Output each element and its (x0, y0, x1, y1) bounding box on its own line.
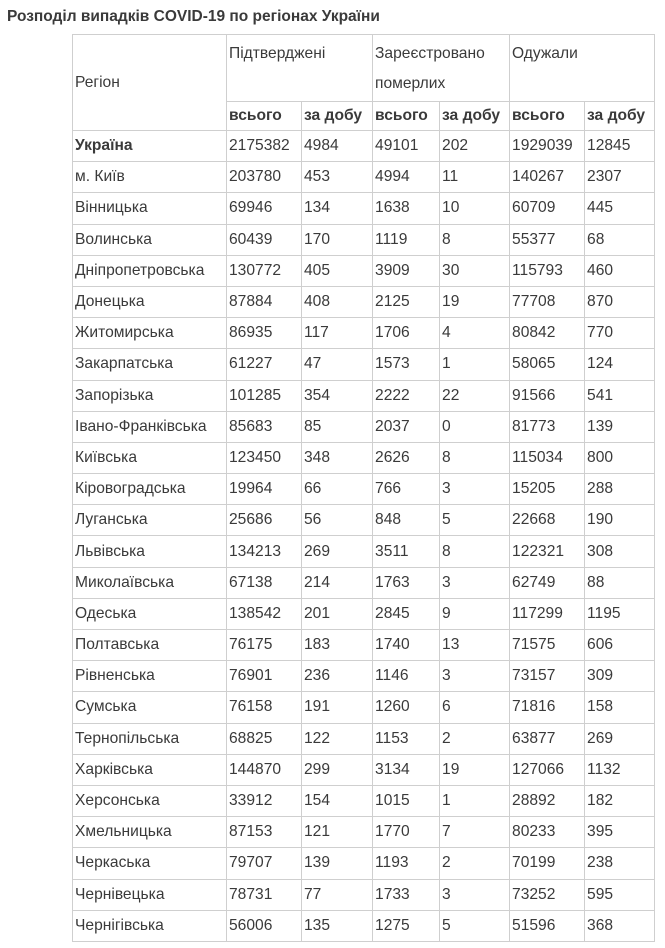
deaths-total-cell: 3134 (373, 754, 440, 785)
header-confirmed: Підтверджені (227, 35, 373, 102)
confirmed-per-day-cell: 354 (302, 380, 373, 411)
deaths-total-cell: 1146 (373, 661, 440, 692)
confirmed-total-cell: 76175 (227, 630, 302, 661)
region-name-cell: Чернігівська (73, 910, 227, 941)
table-row (73, 318, 655, 349)
recovered-total-cell: 122321 (510, 536, 585, 567)
confirmed-per-day-cell: 66 (302, 474, 373, 505)
region-name-cell: Житомирська (73, 318, 227, 349)
confirmed-per-day-cell: 170 (302, 224, 373, 255)
deaths-per-day-cell: 1 (440, 785, 510, 816)
confirmed-per-day-cell: 299 (302, 754, 373, 785)
confirmed-total-cell: 130772 (227, 255, 302, 286)
table-row (73, 505, 655, 536)
deaths-total-cell: 2222 (373, 380, 440, 411)
region-name-cell: Київська (73, 442, 227, 473)
table-row (73, 536, 655, 567)
region-name-cell: Херсонська (73, 785, 227, 816)
deaths-per-day-cell: 8 (440, 224, 510, 255)
recovered-per-day-cell: 1195 (585, 598, 655, 629)
confirmed-per-day-cell: 134 (302, 193, 373, 224)
region-name-cell: Одеська (73, 598, 227, 629)
recovered-total-cell: 73157 (510, 661, 585, 692)
deaths-total-cell: 1015 (373, 785, 440, 816)
deaths-per-day-cell: 5 (440, 910, 510, 941)
recovered-per-day-cell: 12845 (585, 131, 655, 162)
confirmed-per-day-cell: 4984 (302, 131, 373, 162)
confirmed-total-cell: 69946 (227, 193, 302, 224)
recovered-per-day-cell: 308 (585, 536, 655, 567)
recovered-total-cell: 80233 (510, 817, 585, 848)
header-confirmed-total: всього (227, 102, 302, 131)
region-name-cell: Миколаївська (73, 567, 227, 598)
recovered-per-day-cell: 368 (585, 910, 655, 941)
recovered-total-cell: 28892 (510, 785, 585, 816)
region-name-cell: Івано-Франківська (73, 411, 227, 442)
region-name-cell: Рівненська (73, 661, 227, 692)
confirmed-total-cell: 2175382 (227, 131, 302, 162)
covid-regions-table (72, 34, 655, 942)
recovered-total-cell: 51596 (510, 910, 585, 941)
deaths-total-cell: 1193 (373, 848, 440, 879)
confirmed-per-day-cell: 269 (302, 536, 373, 567)
deaths-per-day-cell: 9 (440, 598, 510, 629)
deaths-per-day-cell: 19 (440, 754, 510, 785)
recovered-per-day-cell: 88 (585, 567, 655, 598)
deaths-per-day-cell: 4 (440, 318, 510, 349)
deaths-total-cell: 4994 (373, 162, 440, 193)
recovered-per-day-cell: 238 (585, 848, 655, 879)
deaths-total-cell: 1706 (373, 318, 440, 349)
header-region: Регіон (73, 35, 227, 131)
table-row (73, 910, 655, 941)
region-name-cell: Львівська (73, 536, 227, 567)
table-row (73, 442, 655, 473)
recovered-per-day-cell: 124 (585, 349, 655, 380)
deaths-total-cell: 1275 (373, 910, 440, 941)
recovered-total-cell: 63877 (510, 723, 585, 754)
table-row (73, 785, 655, 816)
deaths-total-cell: 49101 (373, 131, 440, 162)
deaths-total-cell: 3511 (373, 536, 440, 567)
region-name-cell: Харківська (73, 754, 227, 785)
recovered-per-day-cell: 800 (585, 442, 655, 473)
header-recovered-per-day: за добу (585, 102, 655, 131)
deaths-per-day-cell: 7 (440, 817, 510, 848)
table-row (73, 380, 655, 411)
table-row (73, 879, 655, 910)
recovered-total-cell: 80842 (510, 318, 585, 349)
confirmed-per-day-cell: 191 (302, 692, 373, 723)
confirmed-per-day-cell: 201 (302, 598, 373, 629)
recovered-per-day-cell: 1132 (585, 754, 655, 785)
table-row (73, 411, 655, 442)
region-name-cell: Тернопільська (73, 723, 227, 754)
deaths-per-day-cell: 202 (440, 131, 510, 162)
confirmed-per-day-cell: 408 (302, 286, 373, 317)
confirmed-total-cell: 101285 (227, 380, 302, 411)
recovered-total-cell: 115793 (510, 255, 585, 286)
table-row (73, 567, 655, 598)
recovered-per-day-cell: 309 (585, 661, 655, 692)
recovered-per-day-cell: 158 (585, 692, 655, 723)
recovered-total-cell: 71575 (510, 630, 585, 661)
confirmed-total-cell: 25686 (227, 505, 302, 536)
deaths-per-day-cell: 10 (440, 193, 510, 224)
deaths-per-day-cell: 0 (440, 411, 510, 442)
recovered-total-cell: 70199 (510, 848, 585, 879)
confirmed-total-cell: 56006 (227, 910, 302, 941)
confirmed-per-day-cell: 85 (302, 411, 373, 442)
page-title: Розподіл випадків COVID-19 по регіонах України (7, 8, 380, 25)
table-row (73, 723, 655, 754)
recovered-per-day-cell: 541 (585, 380, 655, 411)
recovered-per-day-cell: 460 (585, 255, 655, 286)
region-name-cell: Донецька (73, 286, 227, 317)
confirmed-per-day-cell: 405 (302, 255, 373, 286)
confirmed-per-day-cell: 453 (302, 162, 373, 193)
confirmed-per-day-cell: 348 (302, 442, 373, 473)
region-name-cell: Кіровоградська (73, 474, 227, 505)
confirmed-total-cell: 87884 (227, 286, 302, 317)
deaths-total-cell: 1153 (373, 723, 440, 754)
region-name-cell: Чернівецька (73, 879, 227, 910)
deaths-per-day-cell: 19 (440, 286, 510, 317)
recovered-per-day-cell: 445 (585, 193, 655, 224)
recovered-total-cell: 71816 (510, 692, 585, 723)
recovered-per-day-cell: 288 (585, 474, 655, 505)
deaths-total-cell: 2626 (373, 442, 440, 473)
region-name-cell: Сумська (73, 692, 227, 723)
deaths-per-day-cell: 2 (440, 848, 510, 879)
deaths-total-cell: 2037 (373, 411, 440, 442)
deaths-per-day-cell: 1 (440, 349, 510, 380)
recovered-per-day-cell: 395 (585, 817, 655, 848)
deaths-per-day-cell: 6 (440, 692, 510, 723)
region-name-cell: Дніпропетровська (73, 255, 227, 286)
recovered-total-cell: 73252 (510, 879, 585, 910)
confirmed-total-cell: 134213 (227, 536, 302, 567)
deaths-per-day-cell: 3 (440, 567, 510, 598)
recovered-total-cell: 60709 (510, 193, 585, 224)
recovered-per-day-cell: 606 (585, 630, 655, 661)
recovered-total-cell: 22668 (510, 505, 585, 536)
deaths-per-day-cell: 3 (440, 661, 510, 692)
deaths-per-day-cell: 5 (440, 505, 510, 536)
table-row (73, 817, 655, 848)
confirmed-total-cell: 87153 (227, 817, 302, 848)
deaths-per-day-cell: 2 (440, 723, 510, 754)
table-row (73, 754, 655, 785)
recovered-total-cell: 91566 (510, 380, 585, 411)
confirmed-total-cell: 76901 (227, 661, 302, 692)
confirmed-per-day-cell: 214 (302, 567, 373, 598)
recovered-per-day-cell: 2307 (585, 162, 655, 193)
confirmed-total-cell: 68825 (227, 723, 302, 754)
confirmed-total-cell: 85683 (227, 411, 302, 442)
recovered-total-cell: 15205 (510, 474, 585, 505)
region-name-cell: Україна (73, 131, 227, 162)
header-deaths: Зареєстровано померлих (373, 35, 510, 102)
region-name-cell: Черкаська (73, 848, 227, 879)
confirmed-total-cell: 138542 (227, 598, 302, 629)
recovered-total-cell: 140267 (510, 162, 585, 193)
region-name-cell: Запорізька (73, 380, 227, 411)
confirmed-per-day-cell: 122 (302, 723, 373, 754)
table-row (73, 848, 655, 879)
deaths-total-cell: 1740 (373, 630, 440, 661)
confirmed-total-cell: 33912 (227, 785, 302, 816)
confirmed-total-cell: 19964 (227, 474, 302, 505)
table-row (73, 692, 655, 723)
recovered-total-cell: 127066 (510, 754, 585, 785)
deaths-per-day-cell: 3 (440, 879, 510, 910)
recovered-per-day-cell: 269 (585, 723, 655, 754)
deaths-per-day-cell: 22 (440, 380, 510, 411)
recovered-total-cell: 62749 (510, 567, 585, 598)
region-name-cell: Хмельницька (73, 817, 227, 848)
recovered-total-cell: 77708 (510, 286, 585, 317)
region-name-cell: Вінницька (73, 193, 227, 224)
deaths-total-cell: 1119 (373, 224, 440, 255)
deaths-total-cell: 1260 (373, 692, 440, 723)
confirmed-per-day-cell: 135 (302, 910, 373, 941)
recovered-per-day-cell: 595 (585, 879, 655, 910)
confirmed-total-cell: 60439 (227, 224, 302, 255)
table-row (73, 630, 655, 661)
confirmed-per-day-cell: 77 (302, 879, 373, 910)
table-row (73, 474, 655, 505)
recovered-total-cell: 117299 (510, 598, 585, 629)
region-name-cell: Закарпатська (73, 349, 227, 380)
table-row (73, 131, 655, 162)
confirmed-per-day-cell: 121 (302, 817, 373, 848)
table-row (73, 193, 655, 224)
deaths-total-cell: 1733 (373, 879, 440, 910)
deaths-per-day-cell: 13 (440, 630, 510, 661)
deaths-per-day-cell: 8 (440, 442, 510, 473)
recovered-per-day-cell: 870 (585, 286, 655, 317)
header-recovered-total: всього (510, 102, 585, 131)
deaths-per-day-cell: 11 (440, 162, 510, 193)
header-deaths-per-day: за добу (440, 102, 510, 131)
confirmed-total-cell: 61227 (227, 349, 302, 380)
recovered-total-cell: 1929039 (510, 131, 585, 162)
deaths-total-cell: 2125 (373, 286, 440, 317)
confirmed-total-cell: 67138 (227, 567, 302, 598)
region-name-cell: Полтавська (73, 630, 227, 661)
recovered-per-day-cell: 190 (585, 505, 655, 536)
table-body (73, 131, 655, 942)
header-confirmed-per-day: за добу (302, 102, 373, 131)
table-row (73, 255, 655, 286)
deaths-per-day-cell: 3 (440, 474, 510, 505)
deaths-total-cell: 1763 (373, 567, 440, 598)
confirmed-total-cell: 86935 (227, 318, 302, 349)
deaths-total-cell: 1770 (373, 817, 440, 848)
deaths-total-cell: 848 (373, 505, 440, 536)
recovered-total-cell: 55377 (510, 224, 585, 255)
deaths-total-cell: 1573 (373, 349, 440, 380)
recovered-per-day-cell: 68 (585, 224, 655, 255)
recovered-per-day-cell: 139 (585, 411, 655, 442)
deaths-total-cell: 766 (373, 474, 440, 505)
deaths-per-day-cell: 8 (440, 536, 510, 567)
confirmed-per-day-cell: 139 (302, 848, 373, 879)
confirmed-per-day-cell: 183 (302, 630, 373, 661)
table-row (73, 224, 655, 255)
table-row (73, 286, 655, 317)
confirmed-per-day-cell: 47 (302, 349, 373, 380)
confirmed-total-cell: 144870 (227, 754, 302, 785)
confirmed-total-cell: 203780 (227, 162, 302, 193)
recovered-total-cell: 115034 (510, 442, 585, 473)
confirmed-total-cell: 76158 (227, 692, 302, 723)
confirmed-total-cell: 79707 (227, 848, 302, 879)
recovered-per-day-cell: 182 (585, 785, 655, 816)
confirmed-per-day-cell: 236 (302, 661, 373, 692)
confirmed-total-cell: 78731 (227, 879, 302, 910)
recovered-total-cell: 81773 (510, 411, 585, 442)
deaths-total-cell: 3909 (373, 255, 440, 286)
recovered-total-cell: 58065 (510, 349, 585, 380)
table-row (73, 162, 655, 193)
recovered-per-day-cell: 770 (585, 318, 655, 349)
region-name-cell: м. Київ (73, 162, 227, 193)
deaths-total-cell: 2845 (373, 598, 440, 629)
region-name-cell: Волинська (73, 224, 227, 255)
deaths-per-day-cell: 30 (440, 255, 510, 286)
header-recovered: Одужали (510, 35, 655, 102)
table-row (73, 598, 655, 629)
confirmed-per-day-cell: 117 (302, 318, 373, 349)
confirmed-per-day-cell: 56 (302, 505, 373, 536)
deaths-total-cell: 1638 (373, 193, 440, 224)
table-row (73, 349, 655, 380)
confirmed-per-day-cell: 154 (302, 785, 373, 816)
table-row (73, 661, 655, 692)
region-name-cell: Луганська (73, 505, 227, 536)
confirmed-total-cell: 123450 (227, 442, 302, 473)
header-deaths-total: всього (373, 102, 440, 131)
